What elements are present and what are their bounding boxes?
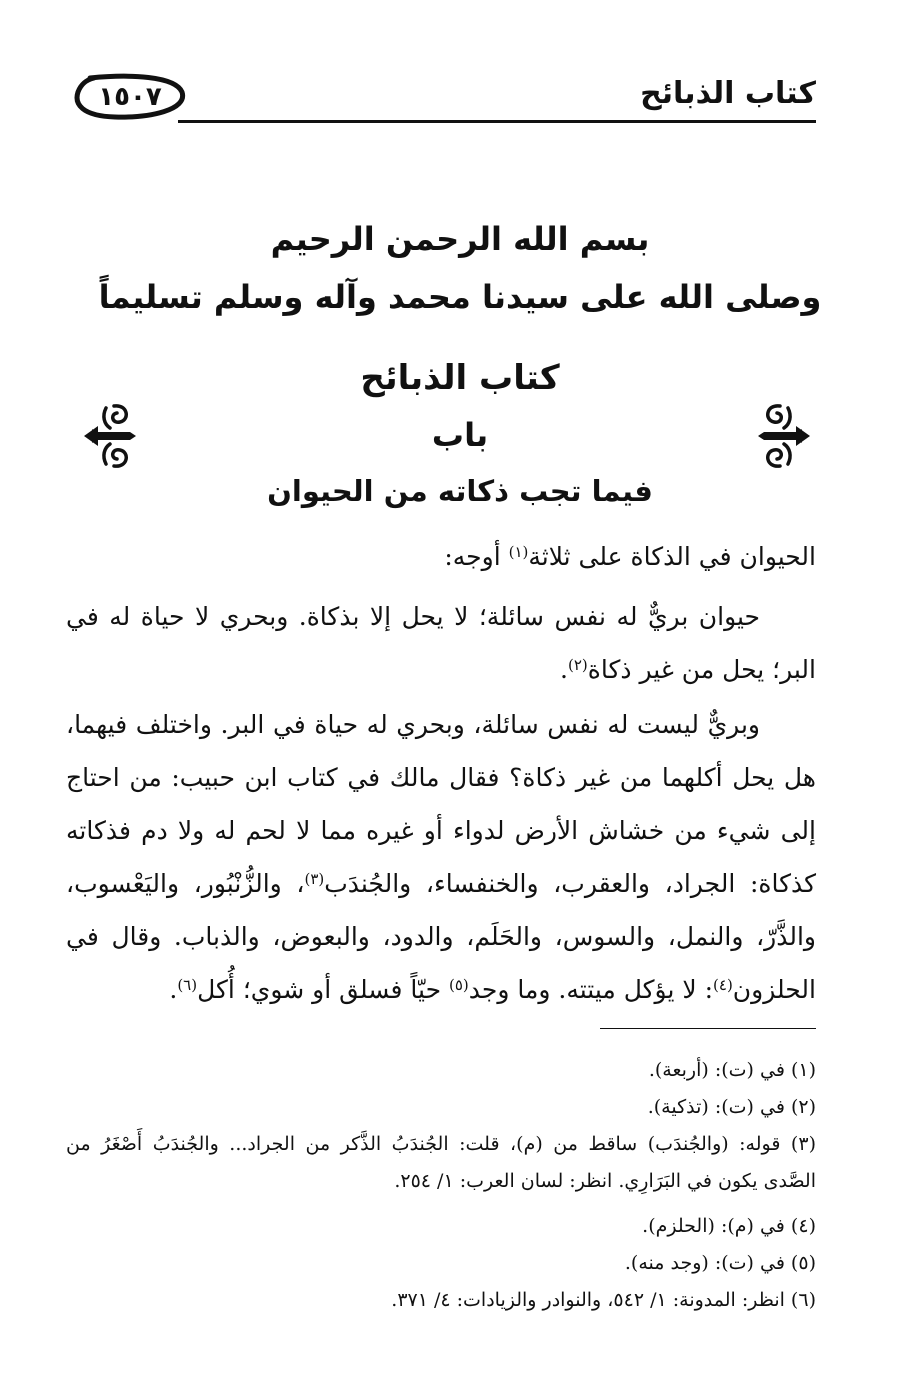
first-category-text: حيوان بريٌّ له نفس سائلة؛ لا يحل إلا بذكاة. وبحري لا حياة له في البر؛ يحل من غير ذكاة xyxy=(66,602,816,684)
footnote-ref-5: (٥) xyxy=(449,976,469,994)
intro-text: الحيوان في الذكاة على ثلاثة xyxy=(528,542,816,571)
footnote-2: (٢) في (ت): (تذكية). xyxy=(647,1096,816,1118)
left-ornament-icon xyxy=(80,398,140,474)
second-category-text: وبريٌّ ليست له نفس سائلة، وبحري له حياة في البر. واختلف فيهما، هل يحل أكلهما من غير ذكاة؟ فقال مالك في كتاب ابن حبيب: من احتاج إلى شيء من خشاش الأرض لدواء أو غيره مما لا لحم له ولا دم فذكاته كذكاة: الجراد، والعقرب، والخنفساء، والجُندَب xyxy=(66,710,817,898)
footnote-ref-1: (١) xyxy=(508,543,529,561)
footnote-ref-4: (٤) xyxy=(713,976,733,994)
footnote-3: (٣) قوله: (والجُندَب) ساقط من (م)، قلت: الجُندَبُ الذَّكر من الجراد... والجُندَبُ أَصْغَرُ من الصَّدى يكون في البَرَارِي. انظر: لسان العرب: ١/ ٢٥٤. xyxy=(66,1133,816,1192)
chapter-subtitle: فيما تجب ذكاته من الحيوان xyxy=(267,474,653,508)
second-category-text-2: ، والزُّنْبُور، واليَعْسوب، والذَّرّ، والنمل، والسوس، والحَلَم، والدود، والبعوض، والذباب. وقال في الحلزون xyxy=(66,869,816,1004)
paragraph-first-category xyxy=(66,590,816,696)
book-title: كتاب الذبائح xyxy=(360,358,560,398)
footnote-6: (٦) انظر: المدونة: ١/ ٥٤٢، والنوادر والزيادات: ٤/ ٣٧١. xyxy=(391,1289,816,1311)
first-category-end: . xyxy=(560,655,568,684)
basmala: بسم الله الرحمن الرحيم xyxy=(270,220,650,258)
salawat-line: وصلى الله على سيدنا محمد وآله وسلم تسليماً xyxy=(98,278,822,316)
footnote-ref-3: (٣) xyxy=(304,870,325,888)
page-number: ١٥٠٧ xyxy=(98,82,162,112)
second-category-text-4: حيّاً فسلق أو شوي؛ أُكل xyxy=(197,975,449,1004)
footnote-ref-2: (٢) xyxy=(567,656,588,674)
right-ornament-icon xyxy=(754,398,814,474)
second-category-text-3: : لا يؤكل ميتته. وما وجد xyxy=(468,975,714,1004)
paragraph-intro xyxy=(66,530,816,583)
intro-text-end: أوجه: xyxy=(444,542,509,571)
footnote-1: (١) في (ت): (أربعة). xyxy=(648,1059,816,1081)
paragraph-second-category xyxy=(66,698,816,1016)
second-category-end: . xyxy=(169,975,178,1004)
header-rule xyxy=(178,120,816,123)
footnote-ref-6: (٦) xyxy=(177,976,198,994)
footnote-4: (٤) في (م): (الحلزم). xyxy=(642,1215,816,1237)
chapter-heading: باب xyxy=(431,416,489,454)
footnote-5: (٥) في (ت): (وجد منه). xyxy=(624,1252,816,1274)
footnote-separator xyxy=(600,1028,816,1029)
running-header-title: كتاب الذبائح xyxy=(640,76,816,111)
